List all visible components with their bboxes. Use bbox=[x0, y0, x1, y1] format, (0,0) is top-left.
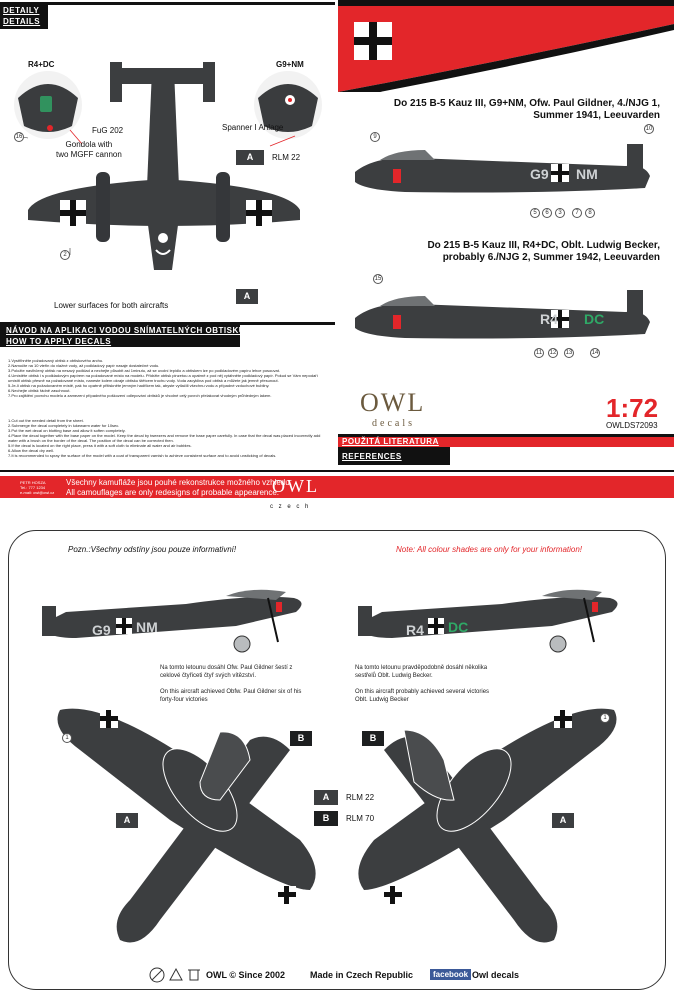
footer-rule bbox=[0, 470, 674, 472]
left-side-cross bbox=[116, 618, 132, 634]
rlm-text: RLM 22 bbox=[272, 153, 301, 162]
legend-text-a: RLM 22 bbox=[346, 793, 375, 802]
details-header-en: DETAILS bbox=[3, 17, 41, 26]
side-view-2 bbox=[345, 282, 665, 352]
header-rule bbox=[0, 2, 335, 5]
note-en: Note: All colour shades are only for your information! bbox=[396, 545, 583, 554]
callout-6: 6 bbox=[542, 208, 552, 218]
facebook-badge[interactable]: facebook bbox=[430, 969, 471, 980]
callout-10: 10 bbox=[645, 126, 653, 132]
callout-3: 3 bbox=[555, 208, 565, 218]
right-side-view bbox=[352, 578, 632, 658]
title-aircraft-1: Do 215 B-5 Kauz III, G9+NM, Ofw. Paul Gildner, 4./NJG 1, Summer 1941, Leeuvarden bbox=[393, 98, 660, 121]
callout-5: 5 bbox=[530, 208, 540, 218]
underside-schematic bbox=[0, 40, 335, 320]
nose-detail-left bbox=[14, 71, 82, 139]
refs-header-cz: POUŽITÁ LITERATURA bbox=[342, 437, 439, 446]
instr-text-cz: 1.Vystřihněte požadovaný obtisk z obtiskového archu. 2.Namočte na 10 vteřin do vlažné vody, až podkladový papír nasaje dostatečné vodu. 3.Položte navlhčený obtisk na nesavý podklad a nechejte působit asi 1minutu, až se uvolní lepidlo a obtiskem lze po podkladovém papíru lehce posouvat. 4.Umístěte obtisk i s podkladovým papírem na požadované místo na modelu. Přidržte obtisk pinzetou a opatrně z pod něj vytáhněte podkladový papír. Pokud se Vám nepodaří umístit obtisk přesně na požadované místo, naneste kolem okraje obtisku štětcem trochu vody. Voda zacyklina pod obtisk a můžete jak jemně přesunout. 5.Je-li obtisk na požadovaném místě, pak ho opatrně přitiskněte jemným hadříkem tak, abyste vytlačili všechnu vodu a případné vzduchové bubliny. 6.Nechejte obtisk řádně zaschnout. 7.Pro zajištění povrchu modelu a zamezení případného poškození odlepování obtisků je vhodné celý povrch přelakovat vhodným průhledným lakem. bbox=[8, 358, 318, 398]
right-top-cross-2 bbox=[384, 886, 402, 904]
callout-15: 15 bbox=[374, 276, 382, 282]
note-cz: Pozn.:Všechny odstíny jsou pouze informativní! bbox=[68, 545, 237, 554]
refs-header-en: REFERENCES bbox=[342, 452, 402, 461]
right-top-view bbox=[344, 690, 634, 960]
footer-cz: Všechny kamufláže jsou pouhé rekonstrukce možného vzhledu. bbox=[66, 478, 292, 487]
callout-2: 2 bbox=[60, 250, 70, 260]
callout-14: 14 bbox=[591, 350, 599, 356]
fug-label: FuG 202 bbox=[92, 126, 124, 135]
callout-8: 8 bbox=[585, 208, 595, 218]
marker-b-right: B bbox=[362, 731, 384, 746]
marker-b-left: B bbox=[290, 731, 312, 746]
legend-chip-b: B bbox=[314, 811, 338, 826]
title-aircraft-2: Do 215 B-5 Kauz III, R4+DC, Oblt. Ludwig Becker, probably 6./NJG 2, Summer 1942, Leeuvarden bbox=[427, 240, 660, 263]
made-in-text: Made in Czech Republic bbox=[310, 970, 414, 980]
balkenkreuz bbox=[354, 22, 392, 60]
left-description: Na tomto letounu dosáhl Ofw. Paul Gildner šestí z ceklové čtyřiceti čtyř svých vítězství. On this aircraft achieved Obfw. Paul Gildner six of his forty-four victories bbox=[160, 665, 302, 703]
banner bbox=[338, 0, 674, 92]
rlm-chip: A bbox=[236, 150, 264, 165]
plane1-code-right: NM bbox=[576, 166, 598, 182]
gondola-label: Gondola with two MGFF cannon bbox=[56, 140, 122, 159]
right-description: Na tomto letounu pravděpodobně dosáhl několika sestřelů Oblt. Ludwig Becker. On this aircraft probably achieved several victories Oblt. Ludwig Becker bbox=[355, 665, 490, 703]
plane2-code-left: R4 bbox=[540, 311, 558, 327]
footer-en: All camouflages are only redesigns of probable appearence. bbox=[66, 488, 280, 497]
bottom-right-code-left: R4 bbox=[406, 622, 424, 638]
legend-text-b: RLM 70 bbox=[346, 814, 375, 823]
bottom-left-code-right: NM bbox=[136, 619, 158, 635]
legend-chip-a: A bbox=[314, 790, 338, 805]
marker-a-right: A bbox=[552, 813, 574, 828]
left-side-view bbox=[36, 578, 316, 658]
bottom-callout-1-right: 1 bbox=[600, 713, 610, 723]
marker-a: A bbox=[236, 289, 258, 304]
left-top-cross-2 bbox=[278, 886, 296, 904]
footer-brand-sub: c z e c h bbox=[270, 504, 311, 510]
bottom-callout-1-left: 1 bbox=[62, 733, 72, 743]
safety-icons bbox=[148, 966, 204, 984]
wing-cross-left bbox=[60, 200, 86, 226]
footer-contact: PETR HOSZA Tel.: 777 1234 e-mail: owl@owl.cz bbox=[20, 480, 55, 495]
code-g9nm: G9+NM bbox=[276, 60, 304, 69]
left-top-view bbox=[40, 690, 330, 960]
brand-sub: decals bbox=[372, 418, 415, 429]
bottom-right-code-right: DC bbox=[448, 619, 469, 635]
callout-16: 16 bbox=[15, 134, 23, 140]
code-r4dc: R4+DC bbox=[28, 60, 55, 69]
callout-12: 12 bbox=[549, 350, 557, 356]
right-top-cross-1 bbox=[554, 710, 572, 728]
side-cross-1 bbox=[551, 164, 569, 182]
instr-text-en: 1.Cut out the needed detail from the sheet. 2.Submerge the decal completely in lukewarm water for 10sec. 3.Put the wet decal on blotting base and allow it soften completely. 4.Place the decal together with the base paper on the model. Keep the decal by tweezers and remove the base paper carefully. In case that the decal was placed incorrectly add water with a brush on the border of the decal. The position of the decal can be corrected then. 5.If the decal is located on the right place, press it with a soft cloth to eliminate all water and air bubbles. 6.Allow the decal dry well. 7.It is recommended to spray the surface of the model with a coat of transparent varnish to achieve consistent surface and to avoid unsticking of decals. bbox=[8, 418, 321, 458]
callout-7: 7 bbox=[572, 208, 582, 218]
right-side-cross bbox=[428, 618, 444, 634]
footer-brand: OWL bbox=[272, 476, 319, 496]
left-top-cross-1 bbox=[100, 710, 118, 728]
plane1-code-left: G9 bbox=[530, 166, 549, 182]
instr-header-en: HOW TO APPLY DECALS bbox=[6, 337, 112, 346]
scale-label: 1:72 bbox=[606, 393, 659, 423]
spanner-label: Spanner I Anlage bbox=[222, 123, 284, 132]
wing-cross-right bbox=[246, 200, 272, 226]
side-view-1 bbox=[345, 136, 665, 226]
details-header-cz: DETAILY bbox=[3, 6, 40, 15]
bottom-left-code-left: G9 bbox=[92, 622, 111, 638]
callout-9: 9 bbox=[370, 132, 380, 142]
callout-13: 13 bbox=[565, 350, 573, 356]
plane2-code-right: DC bbox=[584, 311, 605, 327]
marker-a-left: A bbox=[116, 813, 138, 828]
copyright-text: OWL © Since 2002 bbox=[206, 970, 285, 980]
callout-11: 11 bbox=[535, 350, 543, 356]
brand-logo: OWL bbox=[360, 388, 426, 417]
product-code: OWLDS72093 bbox=[606, 421, 658, 430]
lower-surfaces-label: Lower surfaces for both aircrafts bbox=[54, 301, 169, 310]
owl-decals-text: Owl decals bbox=[472, 970, 520, 980]
instr-header-cz: NÁVOD NA APLIKACI VODOU SNÍMATELNÝCH OBTISKŮ bbox=[6, 326, 246, 335]
